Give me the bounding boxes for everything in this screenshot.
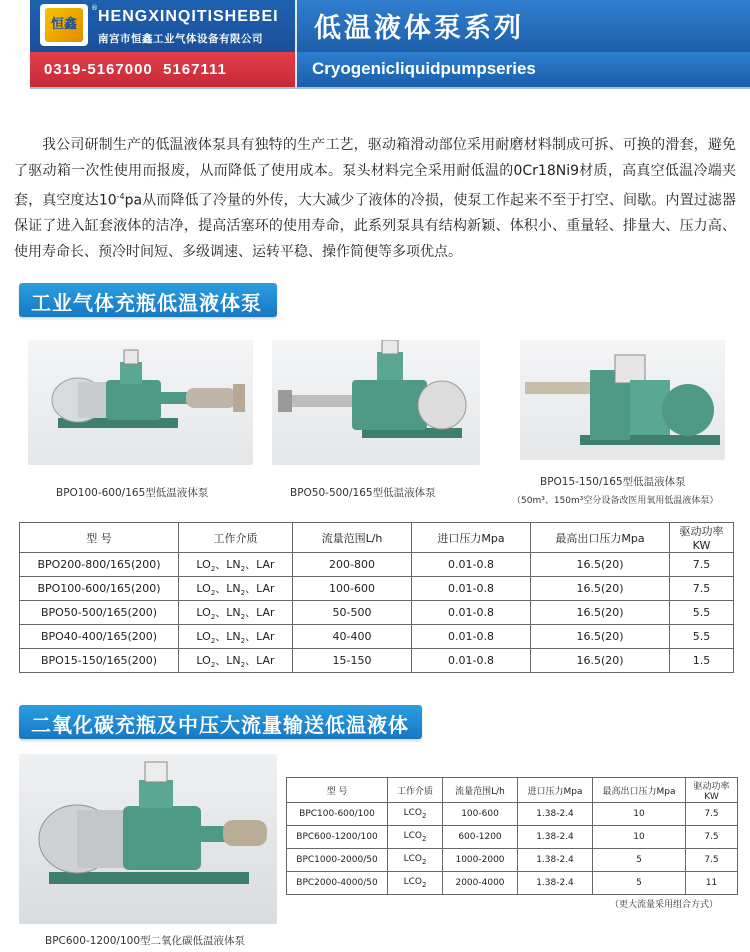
cell-power: 7.5: [686, 803, 738, 826]
table-note: （更大流量采用组合方式）: [610, 900, 719, 910]
header-divider: [295, 0, 297, 87]
header-underline: [30, 87, 750, 89]
cell-outlet: 5: [593, 872, 686, 895]
cell-inlet: 0.01-0.8: [412, 601, 531, 625]
pump-photo-bpo15: [520, 340, 725, 460]
intro-exponent: -4: [116, 192, 125, 201]
cell-outlet: 16.5(20): [531, 625, 670, 649]
caption-bpo15: BPO15-150/165型低温液体泵: [540, 476, 686, 488]
cell-inlet: 1.38-2.4: [518, 826, 593, 849]
cell-power: 7.5: [686, 826, 738, 849]
cell-flow: 200-800: [293, 553, 412, 577]
cell-power: 1.5: [670, 649, 734, 673]
caption-bpo15-note: （50m³、150m³空分设备改医用氧用低温液体泵）: [512, 496, 719, 506]
logo-badge: [45, 8, 83, 42]
cell-medium: $LCO_2$: [388, 872, 443, 895]
cell-flow: 15-150: [293, 649, 412, 673]
cell-power: 5.5: [670, 601, 734, 625]
page-title-en: Cryogenicliquidpumpseries: [312, 59, 536, 78]
cell-medium: $LO_2$、$LN_2$、LAr: [179, 601, 293, 625]
table-row: [20, 553, 734, 577]
cell-medium: $LO_2$、$LN_2$、LAr: [179, 625, 293, 649]
cell-model: BPO200-800/165(200): [20, 553, 179, 577]
caption-bpo100: BPO100-600/165型低温液体泵: [56, 487, 209, 499]
col-header: 型 号: [20, 523, 179, 553]
table-row: [287, 849, 738, 872]
cell-outlet: 5: [593, 849, 686, 872]
cell-inlet: 1.38-2.4: [518, 872, 593, 895]
cell-outlet: 16.5(20): [531, 649, 670, 673]
cell-model: BPO100-600/165(200): [20, 577, 179, 601]
cell-flow: 100-600: [293, 577, 412, 601]
col-header: 工作介质: [388, 778, 443, 803]
table-row: [20, 649, 734, 673]
cell-inlet: 0.01-0.8: [412, 553, 531, 577]
col-header: 工作介质: [179, 523, 293, 553]
cell-medium: $LCO_2$: [388, 803, 443, 826]
col-header: 最高出口压力Mpa: [593, 778, 686, 803]
cell-power: 7.5: [670, 553, 734, 577]
table-row: [20, 625, 734, 649]
cell-flow: 600-1200: [443, 826, 518, 849]
pump-illustration-1: [28, 340, 253, 465]
page-title-cn: 低温液体泵系列: [314, 13, 524, 44]
cell-power: 7.5: [686, 849, 738, 872]
intro-text-1: 我公司研制生产的低温液体泵具有独特的生产工艺，驱动箱滑动部位采用耐磨材料制成可拆、可换的滑套，避免了驱动箱一次性使用而报废，从而降低了使用成本。泵头材料完全采用耐低温的0Cr18Ni9材质，高真空低温冷端夹套，真空度达10: [14, 137, 736, 209]
cell-power: 11: [686, 872, 738, 895]
cell-flow: 100-600: [443, 803, 518, 826]
cell-medium: $LO_2$、$LN_2$、LAr: [179, 577, 293, 601]
section-title-co2: 二氧化碳充瓶及中压大流量输送低温液体: [31, 713, 409, 737]
cell-flow: 2000-4000: [443, 872, 518, 895]
company-name-cn: 南宫市恒鑫工业气体设备有限公司: [98, 33, 263, 45]
cell-inlet: 1.38-2.4: [518, 849, 593, 872]
section-title-industrial: 工业气体充瓶低温液体泵: [31, 291, 262, 315]
cell-outlet: 10: [593, 803, 686, 826]
spec-table-co2: [286, 777, 738, 895]
table-row: [287, 872, 738, 895]
cell-medium: $LO_2$、$LN_2$、LAr: [179, 553, 293, 577]
intro-text-2: pa从而降低了冷量的外传，大大减少了液体的冷损，使泵工作起来不至于打空、间歇。内置过滤器保证了进入缸套液体的洁净，提高活塞环的使用寿命，此系列泵具有结构新颖、体积小、重量轻、排量大、压力高、使用寿命长、预冷时间短、多级调速、运转平稳、操作简便等多项优点。: [14, 192, 736, 260]
pump-photo-bpo50: [272, 340, 480, 465]
cell-inlet: 0.01-0.8: [412, 625, 531, 649]
table-row: [20, 577, 734, 601]
table-row: [20, 601, 734, 625]
cell-medium: $LCO_2$: [388, 826, 443, 849]
pump-illustration-2: [272, 340, 480, 465]
cell-inlet: 0.01-0.8: [412, 649, 531, 673]
cell-model: BPC600-1200/100: [287, 826, 388, 849]
cell-inlet: 0.01-0.8: [412, 577, 531, 601]
cell-outlet: 16.5(20): [531, 601, 670, 625]
cell-outlet: 16.5(20): [531, 577, 670, 601]
cell-flow: 40-400: [293, 625, 412, 649]
section-banner-co2: [19, 705, 422, 739]
cell-model: BPO50-500/165(200): [20, 601, 179, 625]
cell-medium: $LCO_2$: [388, 849, 443, 872]
intro-paragraph: [14, 133, 736, 265]
col-header: 最高出口压力Mpa: [531, 523, 670, 553]
table-header-row: [20, 523, 734, 553]
table-row: [287, 803, 738, 826]
page-header: [0, 0, 750, 92]
cell-outlet: 16.5(20): [531, 553, 670, 577]
logo-mark: 恒鑫: [50, 17, 77, 32]
cell-medium: $LO_2$、$LN_2$、LAr: [179, 649, 293, 673]
cell-inlet: 1.38-2.4: [518, 803, 593, 826]
col-header: 驱动功率KW: [670, 523, 734, 553]
cell-model: BPO15-150/165(200): [20, 649, 179, 673]
company-logo: [40, 4, 88, 46]
col-header: 流量范围L/h: [293, 523, 412, 553]
pump-illustration-4: [19, 754, 277, 924]
pump-photo-bpo100: [28, 340, 253, 465]
cell-power: 7.5: [670, 577, 734, 601]
cell-model: BPC2000-4000/50: [287, 872, 388, 895]
col-header: 进口压力Mpa: [518, 778, 593, 803]
brand-name-en: HENGXINQITISHEBEI: [98, 8, 279, 25]
col-header: 流量范围L/h: [443, 778, 518, 803]
col-header: 进口压力Mpa: [412, 523, 531, 553]
table-header-row: [287, 778, 738, 803]
cell-model: BPO40-400/165(200): [20, 625, 179, 649]
col-header: 驱动功率KW: [686, 778, 738, 803]
caption-bpc600: BPC600-1200/100型二氧化碳低温液体泵: [45, 935, 245, 947]
cell-model: BPC100-600/100: [287, 803, 388, 826]
cell-flow: 50-500: [293, 601, 412, 625]
cell-flow: 1000-2000: [443, 849, 518, 872]
pump-photo-bpc600: [19, 754, 277, 924]
cell-model: BPC1000-2000/50: [287, 849, 388, 872]
registered-mark: ®: [91, 4, 98, 12]
col-header: 型 号: [287, 778, 388, 803]
cell-power: 5.5: [670, 625, 734, 649]
spec-table-industrial: [19, 522, 734, 673]
table-row: [287, 826, 738, 849]
caption-bpo50: BPO50-500/165型低温液体泵: [290, 487, 436, 499]
phone-numbers: 0319-5167000 5167111: [44, 61, 227, 78]
section-banner-industrial: [19, 283, 277, 317]
pump-illustration-3: [520, 340, 725, 460]
cell-outlet: 10: [593, 826, 686, 849]
